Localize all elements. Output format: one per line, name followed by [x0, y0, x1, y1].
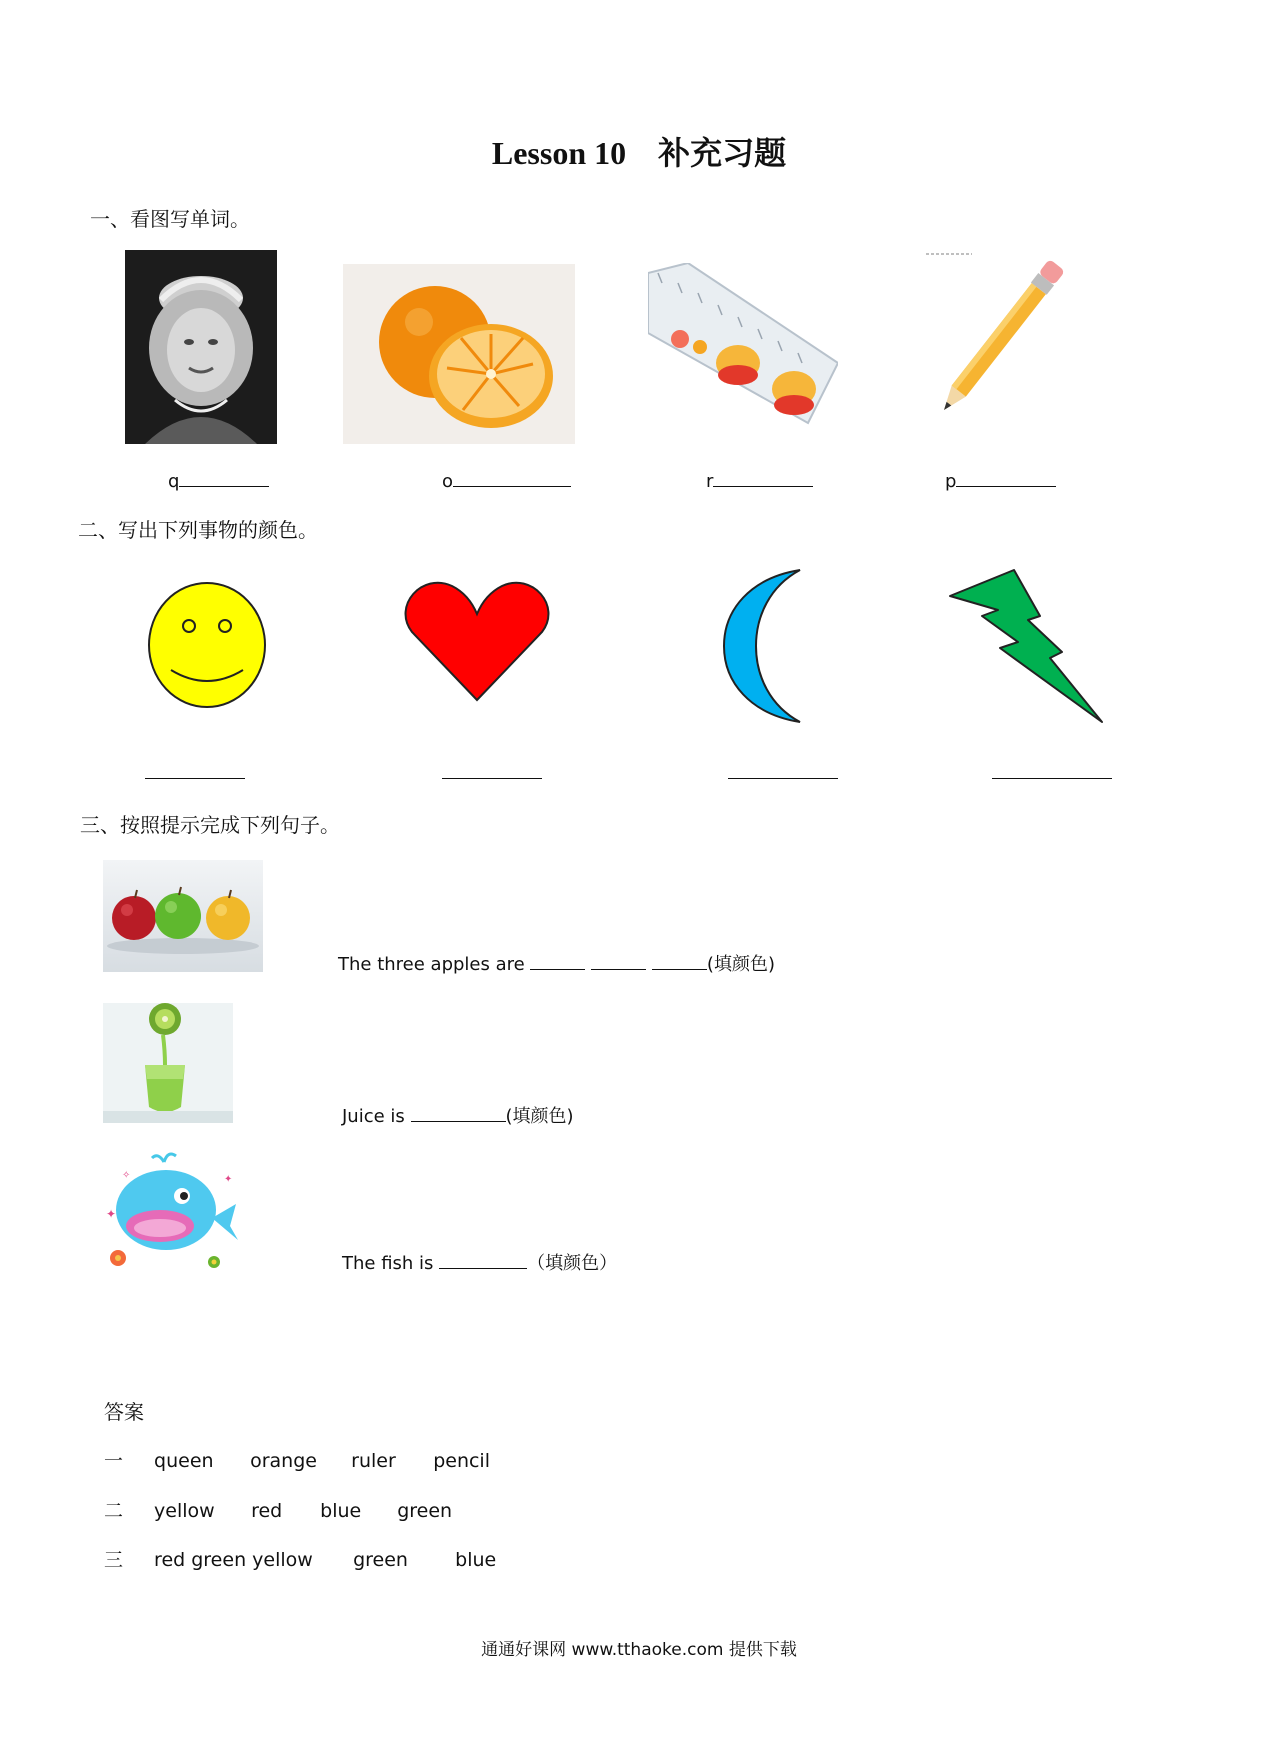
smiley-face-icon — [145, 580, 270, 710]
heart-icon — [402, 580, 552, 704]
svg-text:✧: ✧ — [122, 1170, 131, 1181]
apple-color-blank-1[interactable] — [530, 951, 585, 970]
color-blank-3[interactable] — [728, 778, 838, 779]
answer-row-2: 二 yellow red blue green — [104, 1500, 453, 1522]
apples-photo — [103, 860, 263, 972]
color-blank-1[interactable] — [145, 778, 245, 779]
section-2-heading: 二、写出下列事物的颜色。 — [78, 518, 318, 542]
lightning-bolt-icon — [946, 568, 1106, 726]
fish-color-blank[interactable] — [439, 1250, 527, 1269]
answer-row-3: 三 red green yellow green blue — [104, 1549, 497, 1571]
ruler-photo — [648, 263, 838, 433]
apple-color-blank-3[interactable] — [652, 951, 707, 970]
apple-color-blank-2[interactable] — [591, 951, 646, 970]
page-title: Lesson 10 补充习题 — [491, 135, 787, 171]
color-blank-4[interactable] — [992, 778, 1112, 779]
pencil-photo — [922, 250, 1072, 422]
svg-text:✦: ✦ — [106, 1207, 117, 1221]
color-blank-2[interactable] — [442, 778, 542, 779]
word-blank-3[interactable]: r — [706, 468, 813, 492]
svg-text:✦: ✦ — [224, 1174, 233, 1185]
kiwi-juice-photo — [103, 1003, 233, 1123]
section-3-heading: 三、按照提示完成下列句子。 — [80, 813, 340, 837]
word-blank-1[interactable]: q — [168, 468, 269, 492]
word-blank-4[interactable]: p — [945, 468, 1056, 492]
answers-heading: 答案 — [104, 1400, 144, 1424]
sentence-3: The fish is （填颜色） — [342, 1249, 617, 1275]
answer-row-1: 一 queen orange ruler pencil — [104, 1450, 490, 1472]
word-blank-2[interactable]: o — [442, 468, 571, 492]
juice-color-blank[interactable] — [411, 1103, 506, 1122]
queen-photo — [125, 250, 277, 444]
whale-cartoon — [98, 1148, 248, 1274]
sentence-1: The three apples are (填颜色) — [338, 950, 775, 976]
orange-photo — [343, 264, 575, 444]
section-1-heading: 一、看图写单词。 — [90, 207, 250, 231]
footer-credit: 通通好课网 www.tthaoke.com 提供下载 — [481, 1640, 797, 1660]
crescent-moon-icon — [720, 568, 810, 724]
sentence-2: Juice is (填颜色) — [342, 1102, 574, 1128]
